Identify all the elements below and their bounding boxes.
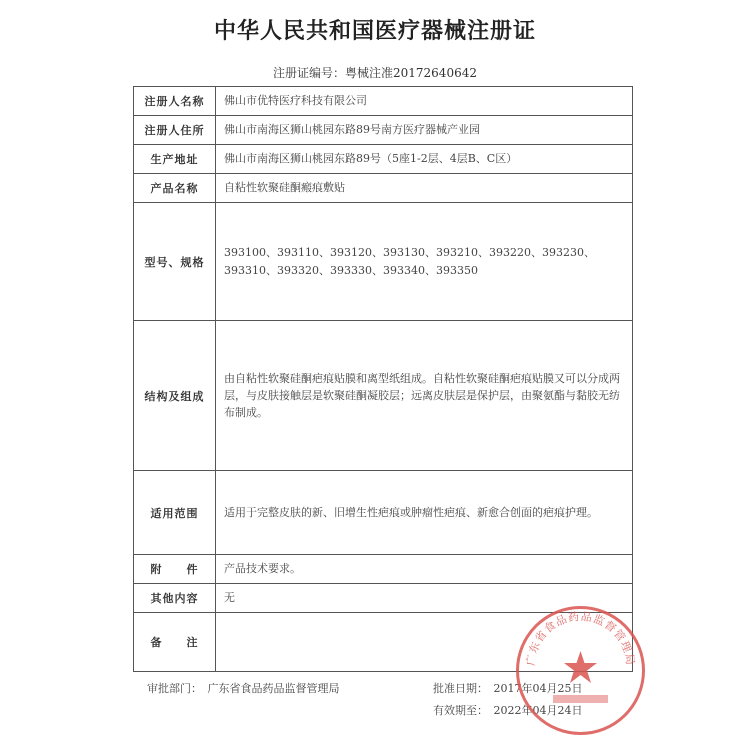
field-label: 适用范围: [134, 471, 216, 555]
official-seal-stamp: [513, 603, 648, 738]
structure-composition: 由自粘性软聚硅酮疤痕贴膜和离型纸组成。自粘性软聚硅酮疤痕贴膜又可以分成两层，与皮肤接触层是软聚硅酮凝胶层；远离皮肤层是保护层，由聚氨酯与黏胶无纺布制成。: [216, 321, 633, 471]
registrant-address: 佛山市南海区狮山桃园东路89号南方医疗器械产业园: [216, 116, 633, 145]
table-row: [134, 471, 633, 555]
field-label: 备 注: [134, 613, 216, 672]
certificate-table: [133, 86, 633, 672]
scope-of-use: 适用于完整皮肤的新、旧增生性疤痕或肿瘤性疤痕、新愈合创面的疤痕护理。: [216, 471, 633, 555]
table-row: [134, 203, 633, 321]
registration-number: 注册证编号：粤械注准20172640642: [273, 66, 477, 80]
registrant-name: 佛山市优特医疗科技有限公司: [216, 87, 633, 116]
product-name: 自粘性软聚硅酮瘢痕敷贴: [216, 174, 633, 203]
approval-department: 审批部门： 广东省食品药品监督管理局: [147, 682, 340, 695]
approval-date: 批准日期： 2017年04月25日: [433, 682, 583, 695]
seal-text: 广东省食品药品监督管理局: [524, 609, 637, 667]
other-content: 无: [216, 584, 633, 613]
field-label: 其他内容: [134, 584, 216, 613]
attachments: 产品技术要求。: [216, 555, 633, 584]
certificate-title: 中华人民共和国医疗器械注册证: [213, 18, 536, 44]
table-row: [134, 174, 633, 203]
table-row: [134, 321, 633, 471]
valid-until: 有效期至： 2022年04月24日: [433, 704, 583, 717]
table-row: [134, 87, 633, 116]
seal-smudge: [553, 695, 608, 703]
table-row: [134, 555, 633, 584]
field-label: 型号、规格: [134, 203, 216, 321]
table-row: [134, 145, 633, 174]
field-label: 附 件: [134, 555, 216, 584]
seal-star-icon: [564, 651, 597, 683]
field-label: 注册人住所: [134, 116, 216, 145]
table-row: [134, 116, 633, 145]
production-address: 佛山市南海区狮山桃园东路89号（5座1-2层、4层B、C区）: [216, 145, 633, 174]
field-label: 生产地址: [134, 145, 216, 174]
field-label: 产品名称: [134, 174, 216, 203]
field-label: 注册人名称: [134, 87, 216, 116]
field-label: 结构及组成: [134, 321, 216, 471]
model-spec: 393100、393110、393120、393130、393210、393220、393230、393310、393320、393330、393340、393350: [216, 203, 633, 321]
